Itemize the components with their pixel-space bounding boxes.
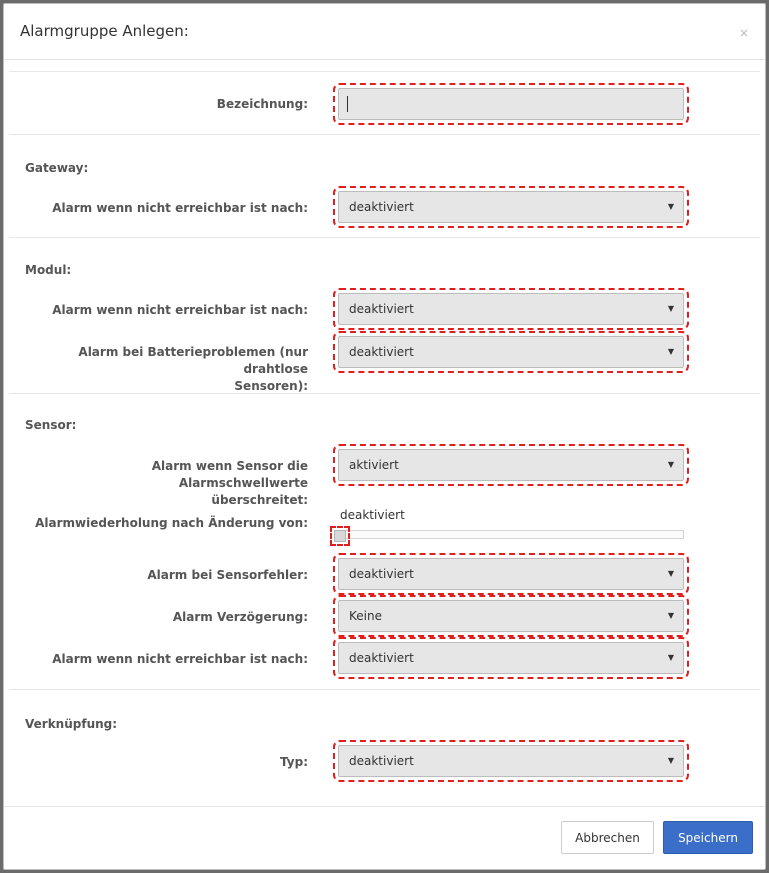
- caret-down-icon: ▼: [667, 569, 674, 578]
- dialog-title: Alarmgruppe Anlegen:: [20, 22, 189, 40]
- cancel-button[interactable]: Abbrechen: [561, 821, 654, 854]
- sensor-threshold-select[interactable]: [338, 449, 684, 481]
- modul-unreachable-select[interactable]: [338, 293, 684, 325]
- label-line: Alarm bei Batterieproblemen (nur drahtlose: [78, 345, 308, 376]
- section-sensor-title: Sensor:: [25, 418, 77, 432]
- divider: [9, 237, 760, 238]
- select-value: deaktiviert: [349, 754, 414, 768]
- select-value: deaktiviert: [349, 302, 414, 316]
- link-type-select[interactable]: [338, 745, 684, 777]
- section-link-title: Verknüpfung:: [25, 717, 118, 731]
- caret-down-icon: ▼: [667, 611, 674, 620]
- link-type-label: Typ:: [280, 755, 308, 769]
- divider: [9, 71, 760, 72]
- divider: [9, 689, 760, 690]
- dialog-footer-divider: [4, 806, 765, 807]
- caret-down-icon: ▼: [667, 756, 674, 765]
- select-value: aktiviert: [349, 458, 399, 472]
- caret-down-icon: ▼: [667, 202, 674, 211]
- sensor-repeat-label: Alarmwiederholung nach Änderung von:: [35, 516, 308, 530]
- sensor-unreachable-select[interactable]: [338, 642, 684, 674]
- select-value: deaktiviert: [349, 567, 414, 581]
- modul-battery-label: [24, 344, 308, 395]
- caret-down-icon: ▼: [667, 304, 674, 313]
- sensor-delay-label: Alarm Verzögerung:: [172, 610, 308, 624]
- text-cursor: [347, 96, 348, 112]
- caret-down-icon: ▼: [667, 653, 674, 662]
- close-icon[interactable]: ×: [738, 26, 749, 40]
- sensor-delay-select[interactable]: [338, 600, 684, 632]
- select-value: deaktiviert: [349, 200, 414, 214]
- select-value: Keine: [349, 609, 382, 623]
- divider: [9, 393, 760, 394]
- sensor-error-label: Alarm bei Sensorfehler:: [147, 568, 308, 582]
- slider-value: deaktiviert: [340, 508, 405, 522]
- dialog-header: [4, 4, 765, 60]
- sensor-error-select[interactable]: [338, 558, 684, 590]
- gateway-unreachable-label: Alarm wenn nicht erreichbar ist nach:: [52, 201, 308, 215]
- modul-battery-select[interactable]: [338, 336, 684, 368]
- gateway-unreachable-select[interactable]: [338, 191, 684, 223]
- label-line: überschreitet:: [211, 493, 308, 507]
- sensor-unreachable-label: Alarm wenn nicht erreichbar ist nach:: [52, 652, 308, 666]
- repeat-slider-track[interactable]: [338, 530, 684, 539]
- section-modul-title: Modul:: [25, 263, 72, 277]
- save-button[interactable]: Speichern: [663, 821, 753, 854]
- label-line: Alarm wenn Sensor die Alarmschwellwerte: [151, 459, 308, 490]
- sensor-threshold-label: [24, 458, 308, 509]
- bezeichnung-label: Bezeichnung:: [216, 97, 308, 111]
- divider: [9, 134, 760, 135]
- caret-down-icon: ▼: [667, 460, 674, 469]
- label-line: Sensoren):: [234, 379, 308, 393]
- section-gateway-title: Gateway:: [25, 161, 89, 175]
- select-value: deaktiviert: [349, 345, 414, 359]
- modul-unreachable-label: Alarm wenn nicht erreichbar ist nach:: [52, 303, 308, 317]
- repeat-slider-handle[interactable]: [334, 530, 346, 542]
- caret-down-icon: ▼: [667, 347, 674, 356]
- alarm-group-dialog: [3, 3, 766, 870]
- select-value: deaktiviert: [349, 651, 414, 665]
- bezeichnung-input[interactable]: [338, 88, 684, 120]
